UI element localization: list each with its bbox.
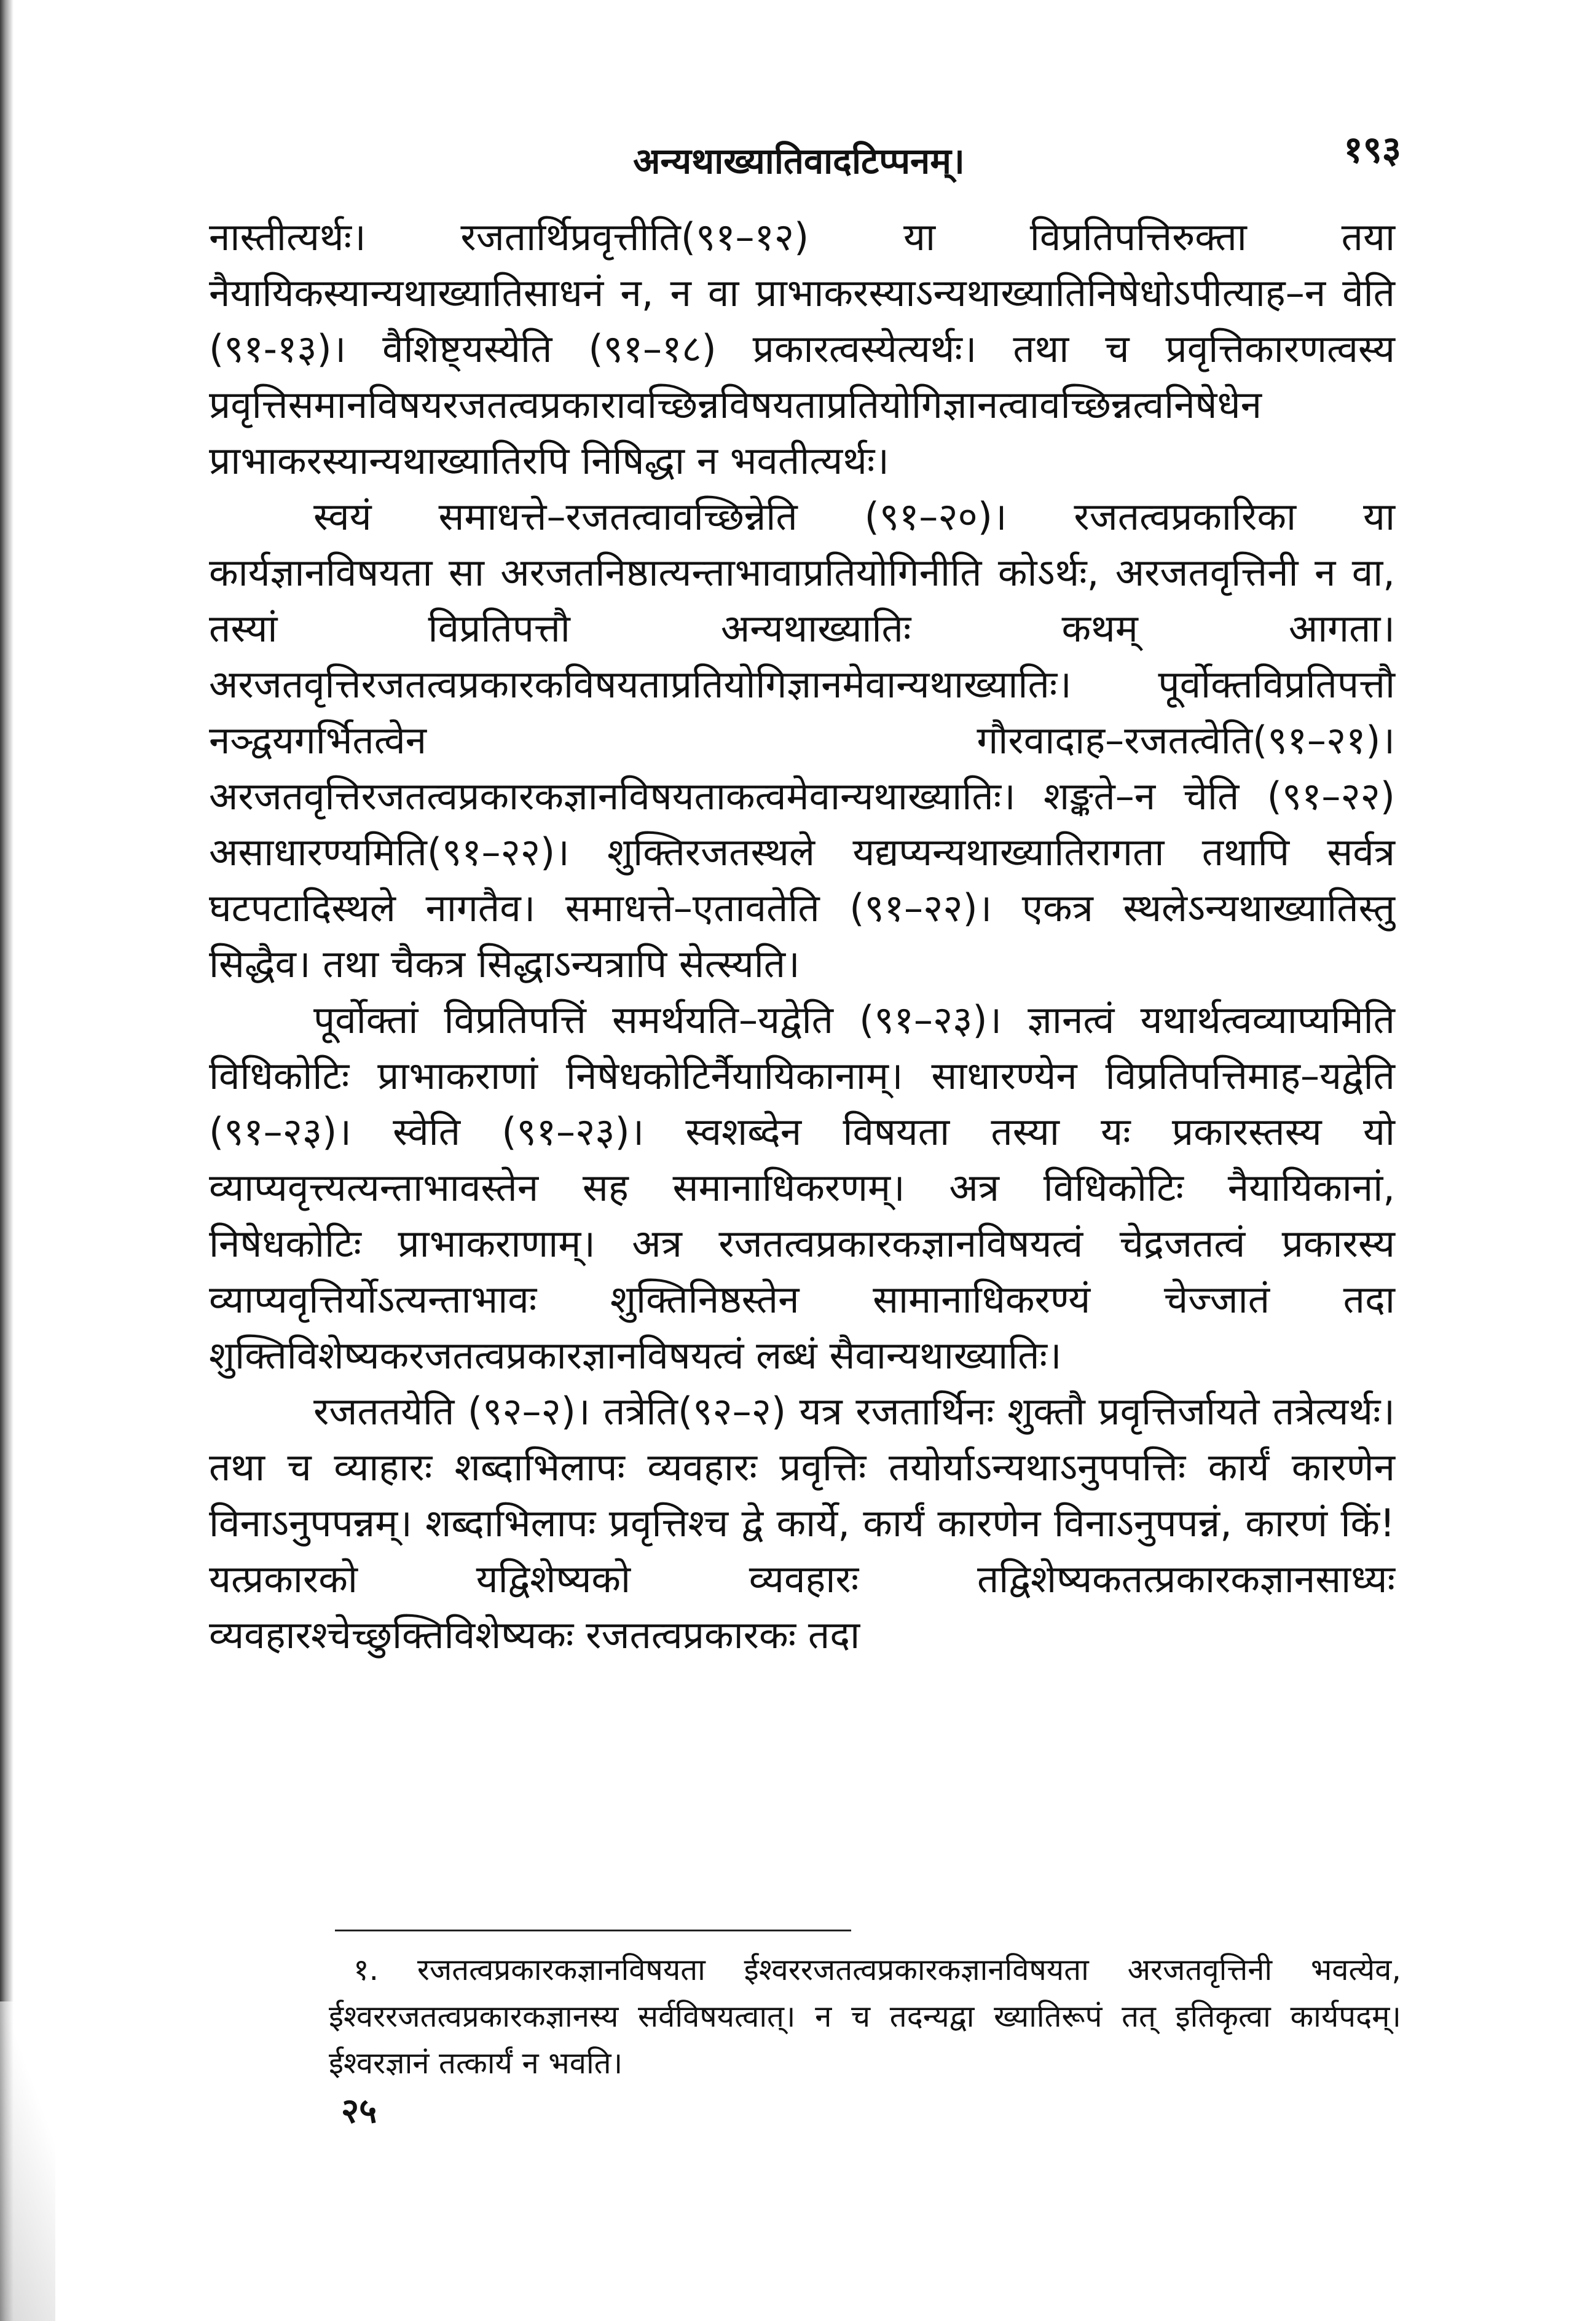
footnote-1: १. रजतत्वप्रकारकज्ञानविषयता ईश्वररजतत्वप्रकारकज्ञानविषयता अरजतवृत्तिनी भवत्येव, ईश्वररजतत्वप्रकारकज्ञानस्य सर्वविषयत्वात्। न च तदन्यद्वा ख्यातिरूपं तत् इतिकृत्वा कार्यपदम्। ईश्वरज्ञानं तत्कार्यं न भवति। [329,1952,1401,2081]
page-number: १९३ [1343,128,1401,171]
page-header [197,123,1401,190]
commentary-body [209,209,1395,1663]
paragraph-3: पूर्वोक्तां विप्रतिपत्तिं समर्थयति–यद्वेति (९१–२३)। ज्ञानत्वं यथार्थत्वव्याप्यमिति विधिकोटिः प्राभाकराणां निषेधकोटिर्नैयायिकानाम्। साधारण्येन विप्रतिपत्तिमाह–यद्वेति (९१–२३)। स्वेति (९१–२३)। स्वशब्देन विषयता तस्या यः प्रकारस्तस्य यो व्याप्यवृत्त्यत्यन्ताभावस्तेन सह समानाधिकरणम्। अत्र विधिकोटिः नैयायिकानां, निषेधकोटिः प्राभाकराणाम्। अत्र रजतत्वप्रकारकज्ञानविषयत्वं चेद्रजतत्वं प्रकारस्य व्याप्यवृत्तिर्योऽत्यन्ताभावः शुक्तिनिष्ठस्तेन सामानाधिकरण्यं चेज्जातं तदा शुक्तिविशेष्यकरजतत्वप्रकारज्ञानविषयत्वं लब्धं सैवान्यथाख्यातिः। [209,997,1395,1378]
paragraph-1: नास्तीत्यर्थः। रजतार्थिप्रवृत्तीति(९१–१२) या विप्रतिपत्तिरुक्ता तया नैयायिकस्यान्यथाख्यातिसाधनं न, न वा प्राभाकरस्याऽन्यथाख्यातिनिषेधोऽपीत्याह–न वेति (९१-१३)। वैशिष्ट्यस्येति (९१–१८) प्रकारत्वस्येत्यर्थः। तथा च प्रवृत्तिकारणत्वस्य प्रवृत्तिसमानविषयरजतत्वप्रकारावच्छिन्नविषयताप्रतियोगिज्ञानत्वावच्छिन्नत्वनिषेधेन प्राभाकरस्यान्यथाख्यातिरपि निषिद्धा न भवतीत्यर्थः। [209,214,1395,483]
scan-shadow [0,2001,55,2321]
printer-signature-mark: २५ [341,2091,377,2131]
paragraph-4: रजततयेति (९२–२)। तत्रेति(९२–२) यत्र रजतार्थिनः शुक्तौ प्रवृत्तिर्जायते तत्रेत्यर्थः। तथा च व्याहारः शब्दाभिलापः व्यवहारः प्रवृत्तिः तयोर्याऽन्यथाऽनुपपत्तिः कार्यं कारणेन विनाऽनुपपन्नम्। शब्दाभिलापः प्रवृत्तिश्च द्वे कार्ये, कार्यं कारणेन विनाऽनुपपन्नं, कारणं किं! यत्प्रकारको यद्विशेष्यको व्यवहारः तद्विशेष्यकतत्प्रकारकज्ञानसाध्यः व्यवहारश्चेच्छुक्तिविशेष्यकः रजतत्वप्रकारकः तदा [209,1389,1395,1657]
running-title: अन्यथाख्यातिवादटिप्पनम्। [633,140,965,182]
footnote-divider [335,1930,851,1931]
scanned-page-edge [0,0,14,2321]
paragraph-2: स्वयं समाधत्ते–रजतत्वावच्छिन्नेति (९१–२०)। रजतत्वप्रकारिका या कार्यज्ञानविषयता सा अरजतनिष्ठात्यन्ताभावाप्रतियोगिनीति कोऽर्थः, अरजतवृत्तिनी न वा, तस्यां विप्रतिपत्तौ अन्यथाख्यातिः कथम् आगता। अरजतवृत्तिरजतत्वप्रकारकविषयताप्रतियोगिज्ञानमेवान्यथाख्यातिः। पूर्वोक्तविप्रतिपत्तौ नञ्द्वयगर्भितत्वेन गौरवादाह–रजतत्वेति(९१–२१)। अरजतवृत्तिरजतत्वप्रकारकज्ञानविषयताकत्वमेवान्यथाख्यातिः। शङ्कते–न चेति (९१–२२) असाधारण्यमिति(९१–२२)। शुक्तिरजतस्थले यद्यप्यन्यथाख्यातिरागता तथापि सर्वत्र घटपटादिस्थले नागतैव। समाधत्ते–एतावतेति (९१–२२)। एकत्र स्थलेऽन्यथाख्यातिस्तु सिद्धैव। तथा चैकत्र सिद्धाऽन्यत्रापि सेत्स्यति। [209,494,1395,986]
